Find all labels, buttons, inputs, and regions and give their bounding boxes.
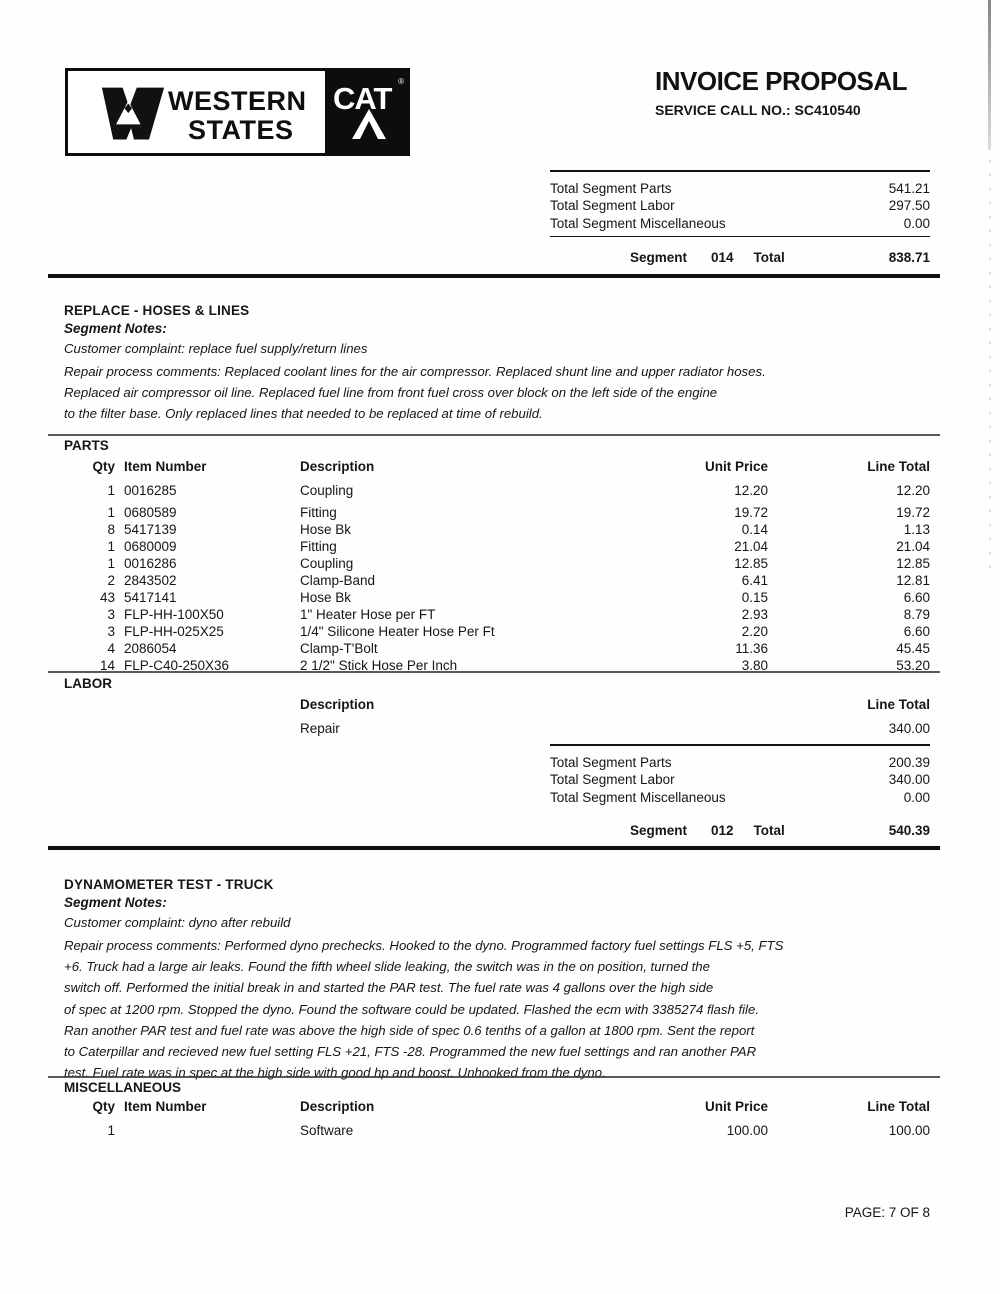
- segment-total-row: [550, 823, 930, 838]
- labor-table-header: [48, 696, 930, 713]
- section-rule: [48, 434, 940, 436]
- repair-comment-line: to Caterpillar and recieved new fuel setting FLS +21, FTS -28. Programmed the new fuel settings and ran another PAR: [64, 1044, 757, 1060]
- segment-notes-label: Segment Notes:: [64, 895, 167, 910]
- col-header-unit-price: Unit Price: [704, 1099, 768, 1114]
- dealer-name-line1: WESTERN: [168, 86, 307, 116]
- segment-number: 012: [711, 823, 734, 839]
- customer-complaint: Customer complaint: replace fuel supply/return lines: [64, 341, 368, 356]
- parts-section-label: PARTS: [64, 438, 109, 453]
- total-value: 0.00: [903, 789, 930, 805]
- labor-row: Repair 340.00: [300, 721, 930, 736]
- service-call-number: SERVICE CALL NO.: SC410540: [655, 102, 861, 118]
- total-label: Total Segment Labor: [550, 198, 675, 214]
- parts-table: [48, 458, 930, 674]
- total-word: Total: [753, 823, 785, 839]
- total-label: Total Segment Miscellaneous: [550, 789, 726, 805]
- parts-row: 2 2843502 Clamp-Band 6.41 12.81: [107, 573, 930, 588]
- repair-comment-line: switch off. Performed the initial break in and started the PAR test. The fuel rate was 4 gallons over the high side: [64, 980, 714, 996]
- segment-total-value: 540.39: [888, 823, 930, 839]
- col-header-line-total: Line Total: [867, 459, 930, 474]
- parts-row: 4 2086054 Clamp-T'Bolt 11.36 45.45: [107, 641, 930, 656]
- labor-table: [48, 696, 930, 742]
- labor-section-label: LABOR: [64, 676, 112, 691]
- col-header-description: Description: [300, 1099, 375, 1114]
- parts-row: 8 5417139 Hose Bk 0.14 1.13: [107, 522, 930, 537]
- parts-row: 14 FLP-C40-250X36 2 1/2" Stick Hose Per Inch 3.80 53.20: [99, 658, 930, 673]
- segment-total-value: 838.71: [888, 250, 930, 266]
- miscellaneous-section-label: MISCELLANEOUS: [64, 1080, 182, 1095]
- total-value: 297.50: [888, 198, 930, 214]
- segment-divider-rule: [48, 846, 940, 850]
- customer-complaint: Customer complaint: dyno after rebuild: [64, 915, 291, 930]
- repair-comment-line: +6. Truck had a large air leaks. Found the fifth wheel slide leaking, the switch was in the on position, turned the: [64, 959, 710, 975]
- cat-logo-text: CAT: [333, 81, 392, 116]
- total-label: Total Segment Parts: [550, 755, 672, 770]
- scan-specks-artifact: [989, 160, 991, 580]
- miscellaneous-table: [48, 1098, 930, 1139]
- repair-comment-line: Repair process comments: Replaced coolant lines for the air compressor. Replaced shunt line and upper radiator hoses.: [64, 364, 766, 379]
- parts-row: 3 FLP-HH-025X25 1/4" Silicone Heater Hose Per Ft 2.20 6.60: [107, 624, 930, 639]
- western-states-mountain-icon: [100, 84, 166, 144]
- segment-replace-hoses-section: [64, 303, 944, 425]
- parts-row: 1 0016285 Coupling 12.20 12.20: [107, 483, 930, 498]
- repair-process-comments: [64, 935, 944, 1083]
- col-header-description: Description: [300, 697, 375, 712]
- parts-row: 1 0680009 Fitting 21.04 21.04: [107, 539, 930, 554]
- segment-word: Segment: [630, 823, 688, 839]
- document-title: INVOICE PROPOSAL: [655, 66, 908, 96]
- parts-row: 43 5417141 Hose Bk 0.15 6.60: [99, 590, 930, 605]
- segment-title: DYNAMOMETER TEST - TRUCK: [64, 877, 274, 892]
- repair-comment-line: test. Fuel rate was in spec at the high side with good hp and boost. Unhooked from the dyno.: [64, 1065, 606, 1081]
- col-header-line-total: Line Total: [867, 697, 930, 712]
- dealer-name-line2: STATES: [188, 115, 294, 145]
- segment-divider-rule: [48, 274, 940, 278]
- segment-title: REPLACE - HOSES & LINES: [64, 303, 250, 318]
- segment-dyno-test-section: [64, 877, 944, 1083]
- document-header: [655, 66, 985, 118]
- total-row: [550, 180, 930, 197]
- col-header-qty: Qty: [92, 1099, 115, 1114]
- repair-comment-line: Ran another PAR test and fuel rate was above the high side of spec 0.6 tenths of a gallon at 1800 rpm. Sent the report: [64, 1022, 755, 1038]
- divider: [550, 236, 930, 237]
- total-row: [550, 771, 930, 788]
- col-header-item-number: Item Number: [124, 1099, 207, 1114]
- page-number: PAGE: 7 OF 8: [844, 1205, 930, 1220]
- cat-triangle-inner-icon: [358, 121, 380, 143]
- repair-comment-line: to the filter base. Only replaced lines that needed to be replaced at time of rebuild.: [64, 406, 543, 422]
- parts-row: 1 0016286 Coupling 12.85 12.85: [107, 556, 930, 571]
- parts-row: 3 FLP-HH-100X50 1" Heater Hose per FT 2.93 8.79: [107, 607, 930, 622]
- repair-comment-line: of spec at 1200 rpm. Stopped the dyno. Found the software could be updated. Flashed the ecm with 3385274 flash file.: [64, 1001, 759, 1017]
- total-value: 200.39: [888, 755, 930, 770]
- col-header-unit-price: Unit Price: [704, 459, 768, 474]
- col-header-item-number: Item Number: [124, 459, 207, 474]
- segment-012-totals: [550, 744, 930, 838]
- total-value: 0.00: [903, 215, 930, 231]
- parts-table-header: [48, 458, 930, 475]
- segment-word: Segment: [630, 250, 688, 266]
- segment-014-totals: [550, 170, 930, 265]
- repair-comment-line: Replaced air compressor oil line. Replaced fuel line from front fuel cross over block on the left side of the engine: [64, 385, 718, 401]
- registered-trademark-icon: ®: [398, 77, 404, 86]
- section-rule: [48, 671, 940, 673]
- total-label: Total Segment Labor: [550, 772, 675, 788]
- total-word: Total: [753, 250, 785, 266]
- total-row: [550, 754, 930, 771]
- col-header-description: Description: [300, 459, 375, 474]
- total-value: 340.00: [888, 772, 930, 788]
- total-row: [550, 215, 930, 232]
- section-rule: [48, 1076, 940, 1078]
- total-label: Total Segment Miscellaneous: [550, 215, 726, 231]
- repair-process-comments: [64, 361, 944, 425]
- misc-table-header: [48, 1098, 930, 1115]
- total-row: [550, 789, 930, 806]
- total-row: [550, 197, 930, 214]
- dealer-logo: [65, 68, 410, 156]
- col-header-qty: Qty: [92, 459, 115, 474]
- cat-logo-icon: [325, 71, 407, 153]
- total-label: Total Segment Parts: [550, 181, 672, 196]
- scan-streak-artifact: [988, 0, 991, 150]
- segment-number: 014: [711, 250, 734, 266]
- repair-comment-line: Repair process comments: Performed dyno prechecks. Hooked to the dyno. Programmed factory fuel settings FLS +5, FTS: [64, 938, 784, 953]
- segment-notes-label: Segment Notes:: [64, 321, 167, 336]
- parts-row: 1 0680589 Fitting 19.72 19.72: [107, 505, 930, 520]
- segment-total-row: [550, 250, 930, 265]
- misc-row: 1 Software 100.00 100.00: [107, 1123, 930, 1138]
- dealer-name: [168, 87, 307, 145]
- col-header-line-total: Line Total: [867, 1099, 930, 1114]
- total-value: 541.21: [888, 181, 930, 196]
